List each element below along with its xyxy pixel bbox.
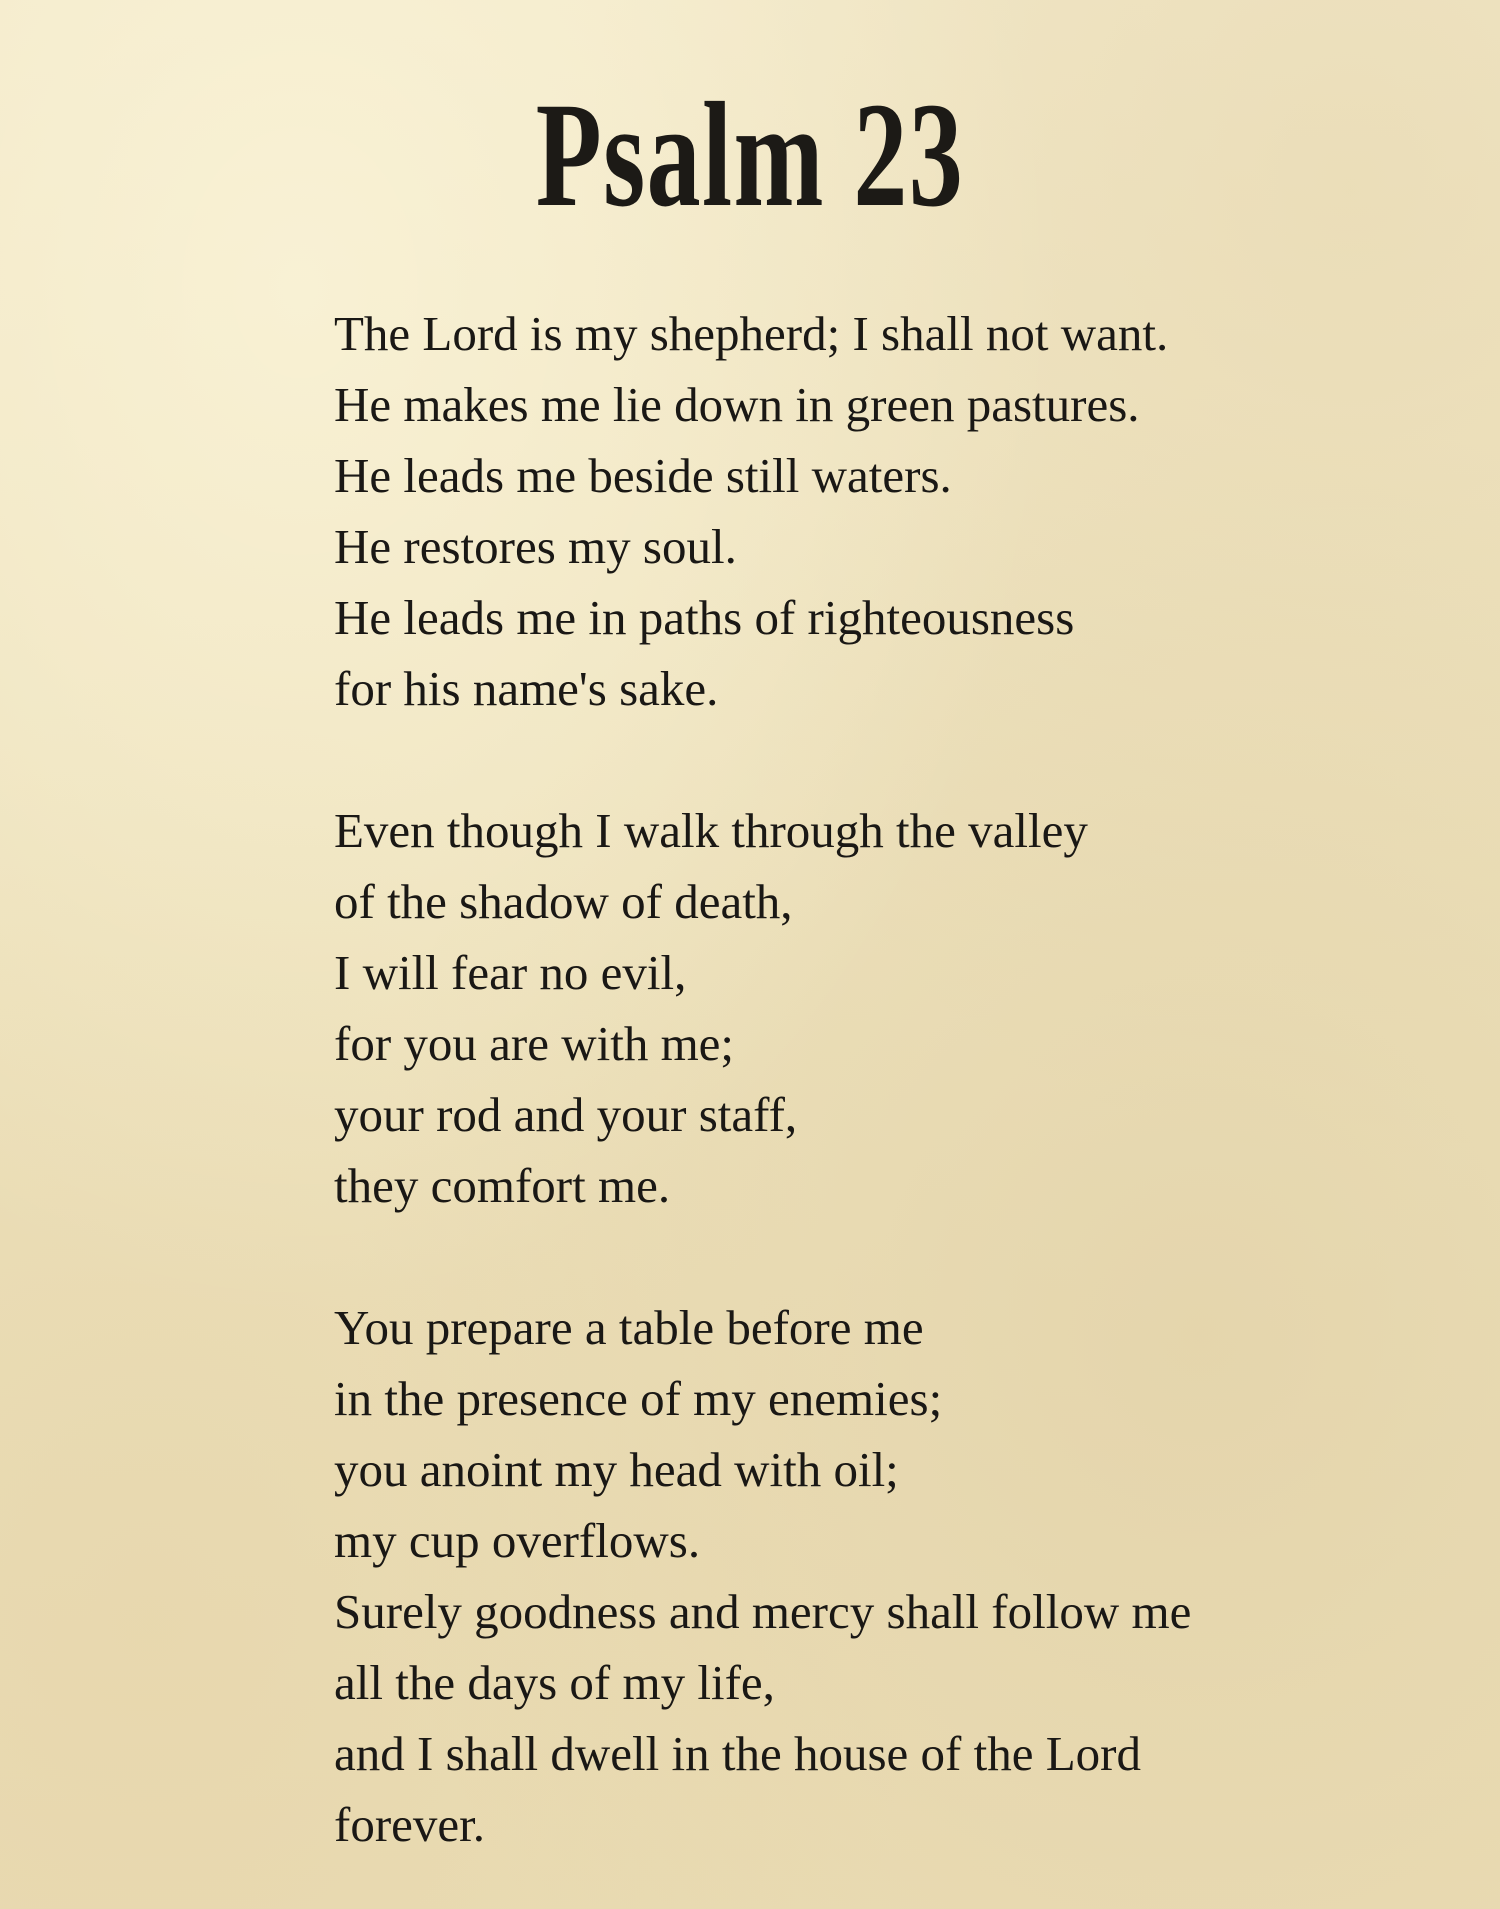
- verse-line: all the days of my life,: [334, 1655, 775, 1710]
- verse-line: your rod and your staff,: [334, 1087, 798, 1142]
- stanza-1: [334, 298, 1334, 724]
- verse-line: for you are with me;: [334, 1016, 735, 1071]
- verse-line: they comfort me.: [334, 1158, 671, 1213]
- verse-line: He restores my soul.: [334, 519, 737, 574]
- verse-line: He makes me lie down in green pastures.: [334, 377, 1140, 432]
- verse-line: of the shadow of death,: [334, 874, 793, 929]
- stanza-2: [334, 795, 1334, 1221]
- verse-line: You prepare a table before me: [334, 1300, 924, 1355]
- verse-line: my cup overflows.: [334, 1513, 701, 1568]
- verse-line: Surely goodness and mercy shall follow me: [334, 1584, 1192, 1639]
- verse-line: and I shall dwell in the house of the Lord: [334, 1726, 1141, 1781]
- verse-line: I will fear no evil,: [334, 945, 687, 1000]
- verse-line: Even though I walk through the valley: [334, 803, 1088, 858]
- verse-line: He leads me beside still waters.: [334, 448, 952, 503]
- page-title: Psalm 23: [535, 72, 965, 238]
- verse-line: for his name's sake.: [334, 661, 719, 716]
- verse-line: in the presence of my enemies;: [334, 1371, 943, 1426]
- verse-line: He leads me in paths of righteousness: [334, 590, 1075, 645]
- verse-line: you anoint my head with oil;: [334, 1442, 899, 1497]
- verse-line: forever.: [334, 1797, 485, 1852]
- psalm-text: [334, 298, 1334, 1860]
- stanza-3: [334, 1292, 1334, 1860]
- verse-line: The Lord is my shepherd; I shall not want.: [334, 306, 1169, 361]
